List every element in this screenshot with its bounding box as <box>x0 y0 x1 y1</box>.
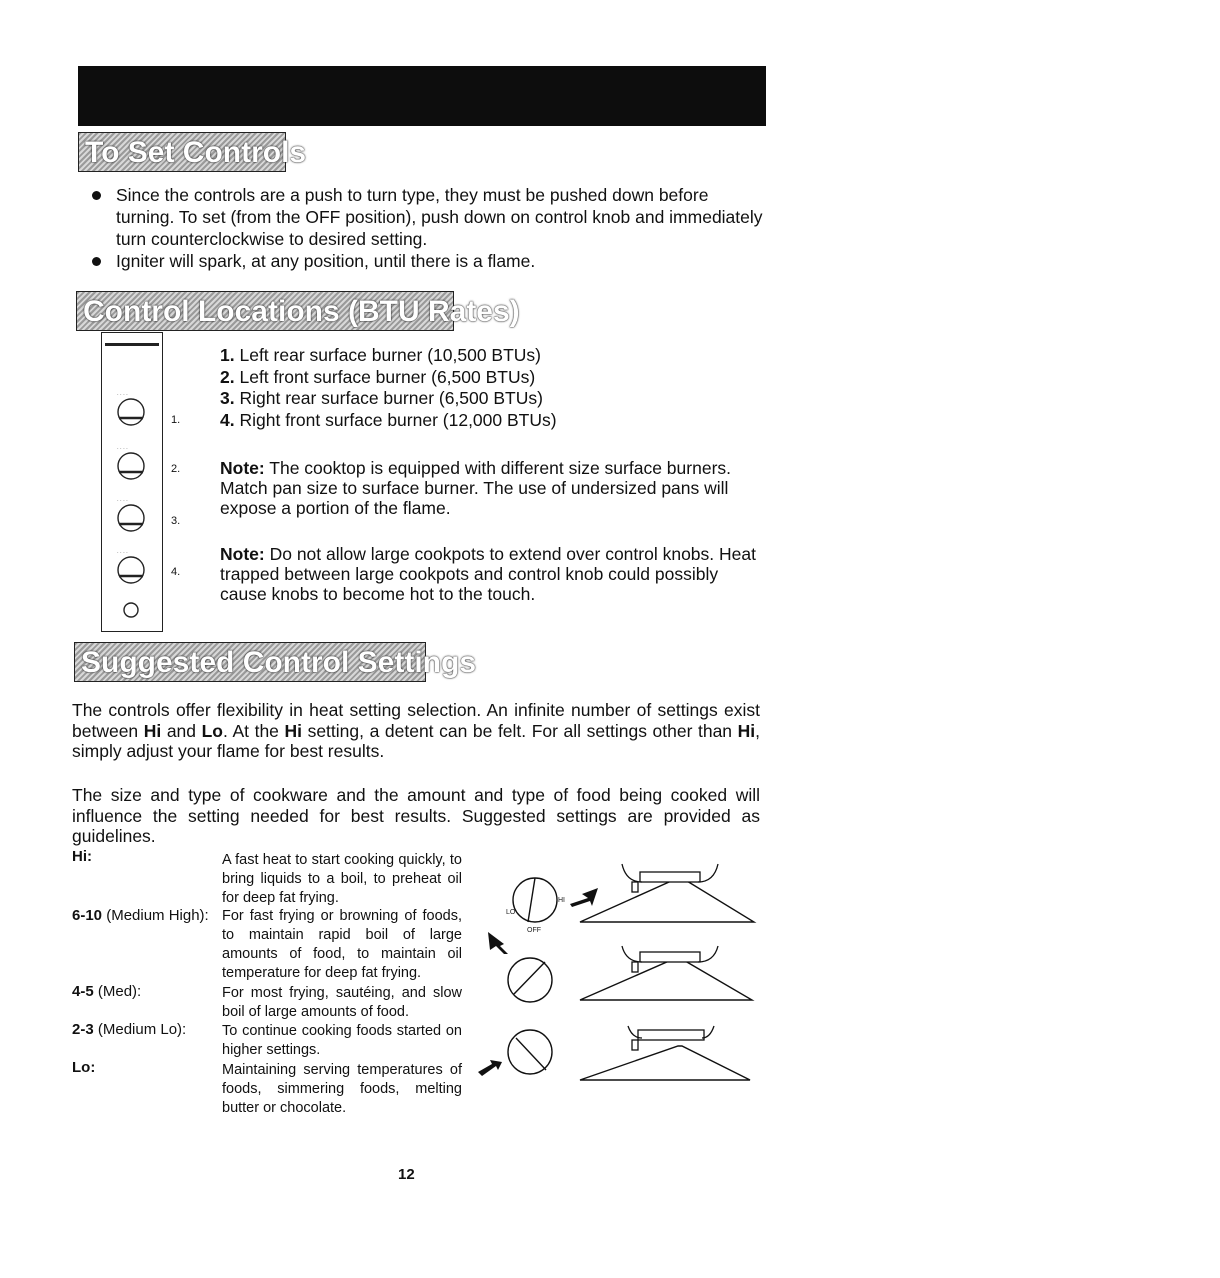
note-text: Do not allow large cookpots to extend over control knobs. Heat trapped between large cookpots and control knob could possibly cause knobs to become hot to the touch. <box>220 544 756 604</box>
flame-small <box>580 1046 750 1080</box>
text-run: . At the <box>223 720 285 741</box>
panel-label-1: 1. <box>171 414 181 426</box>
page-number: 12 <box>398 1166 415 1183</box>
svg-text:· · · ·: · · · · <box>117 498 128 504</box>
text-run: The controls offer flexibility in heat setting selection. An infinite number of settings exist between <box>72 700 760 741</box>
burner-grate <box>638 1030 704 1040</box>
setting-desc-medium-high: For fast frying or browning of foods, to maintain rapid boil of large amounts of food, to maintain oil temperature for deep fat frying. <box>222 908 462 981</box>
burner-post <box>632 1040 638 1050</box>
list-item <box>220 388 780 410</box>
control-panel-illustration <box>101 332 163 632</box>
paragraph-cookware: The size and type of cookware and the amount and type of food being cooked will influence the setting needed for best results. Suggested settings are provided as guidelines. <box>72 785 760 846</box>
text-bold: Lo <box>201 720 223 741</box>
panel-label-2: 2. <box>171 463 181 475</box>
list-item <box>220 367 780 389</box>
knob-mark-lo: LO <box>506 909 516 916</box>
burner-number: 4. <box>220 409 235 430</box>
setting-label-med <box>72 983 141 1000</box>
burner-list <box>220 345 780 431</box>
note-cookpots <box>220 544 766 604</box>
burner-text: Right front surface burner (12,000 BTUs) <box>239 409 557 430</box>
arrow-icon <box>570 888 598 907</box>
knob-mark-hi: HI <box>558 897 565 904</box>
text-run: and <box>161 720 202 741</box>
svg-text:· · · ·: · · · · <box>117 550 128 556</box>
burner-grate <box>640 952 700 962</box>
setting-desc-medium-lo: To continue cooking foods started on higher settings. <box>222 1023 462 1058</box>
section-header-text: Control Locations (BTU Rates) <box>83 295 520 328</box>
burner-grate <box>640 872 700 882</box>
setting-desc-hi: A fast heat to start cooking quickly, to bring liquids to a boil, to preheat oil for deep fat frying. <box>222 852 462 906</box>
burner-post <box>632 962 638 972</box>
section-header-text: To Set Controls <box>85 136 307 169</box>
text-bold: Hi <box>143 720 162 741</box>
setting-desc-med: For most frying, sautéing, and slow boil of large amounts of food. <box>222 985 462 1020</box>
setting-label-bold: 2-3 <box>72 1021 94 1038</box>
burner-number: 3. <box>220 388 235 408</box>
setting-label-lo <box>72 1059 95 1076</box>
knob-med <box>508 958 552 1002</box>
list-item <box>220 345 780 367</box>
setting-label-rest: (Medium High): <box>102 907 209 924</box>
knob-mark-off: OFF <box>527 927 541 934</box>
panel-knobs <box>101 332 163 632</box>
setting-label-bold: Lo: <box>72 1059 96 1076</box>
list-item <box>220 410 780 432</box>
setting-label-rest: (Med): <box>93 983 142 1000</box>
burner-text: Left rear surface burner (10,500 BTUs) <box>239 345 542 365</box>
panel-label-3: 3. <box>171 515 181 527</box>
set-controls-list <box>88 184 768 272</box>
section-header-set-controls <box>78 132 307 172</box>
list-item: Since the controls are a push to turn type, they must be pushed down before turning. To set (from the OFF position), push down on control knob and immediately turn counterclockwise to desired setting. <box>88 184 768 250</box>
arrow-icon <box>478 1060 502 1076</box>
text-run: setting, a detent can be felt. For all settings other than <box>302 720 738 741</box>
flame-medium <box>580 958 752 1000</box>
flame-large <box>580 878 754 922</box>
section-header-suggested-settings <box>74 642 477 682</box>
burner-text: Left front surface burner (6,500 BTUs) <box>239 366 536 387</box>
note-label: Note: <box>220 544 265 564</box>
setting-label-hi <box>72 848 92 865</box>
panel-label-4: 4. <box>171 566 181 578</box>
burner-post <box>632 882 638 892</box>
setting-label-medium-lo <box>72 1021 186 1038</box>
text-bold: Hi <box>284 720 302 741</box>
arrow-icon <box>488 932 508 954</box>
note-text: The cooktop is equipped with different size surface burners. Match pan size to surface burner. The use of undersized pans will expose a portion of the flame. <box>220 458 732 518</box>
note-burner-size <box>220 458 766 518</box>
setting-label-bold: Hi: <box>72 848 92 865</box>
text-bold: Hi <box>737 720 756 741</box>
setting-desc-lo: Maintaining serving temperatures of foods, simmering foods, melting butter or chocolate. <box>222 1062 462 1116</box>
flame-setting-illustration <box>470 850 770 1090</box>
note-label: Note: <box>220 458 265 478</box>
list-item: Igniter will spark, at any position, until there is a flame. <box>88 250 768 272</box>
section-header-text: Suggested Control Settings <box>81 646 477 679</box>
paragraph-flexibility <box>72 700 760 762</box>
setting-label-medium-high <box>72 907 209 924</box>
svg-text:· · · ·: · · · · <box>117 392 128 398</box>
burner-text: Right rear surface burner (6,500 BTUs) <box>239 388 543 408</box>
setting-label-rest: (Medium Lo): <box>93 1021 187 1038</box>
svg-text:· · · ·: · · · · <box>117 446 128 452</box>
burner-number: 2. <box>220 366 235 387</box>
knob-hi <box>513 878 557 922</box>
burner-number: 1. <box>220 345 235 365</box>
setting-label-bold: 6-10 <box>72 907 103 924</box>
section-header-control-locations <box>76 291 520 331</box>
top-banner <box>78 66 766 126</box>
setting-label-bold: 4-5 <box>72 983 94 1000</box>
text-run: , simply adjust your flame for best results. <box>72 720 760 761</box>
